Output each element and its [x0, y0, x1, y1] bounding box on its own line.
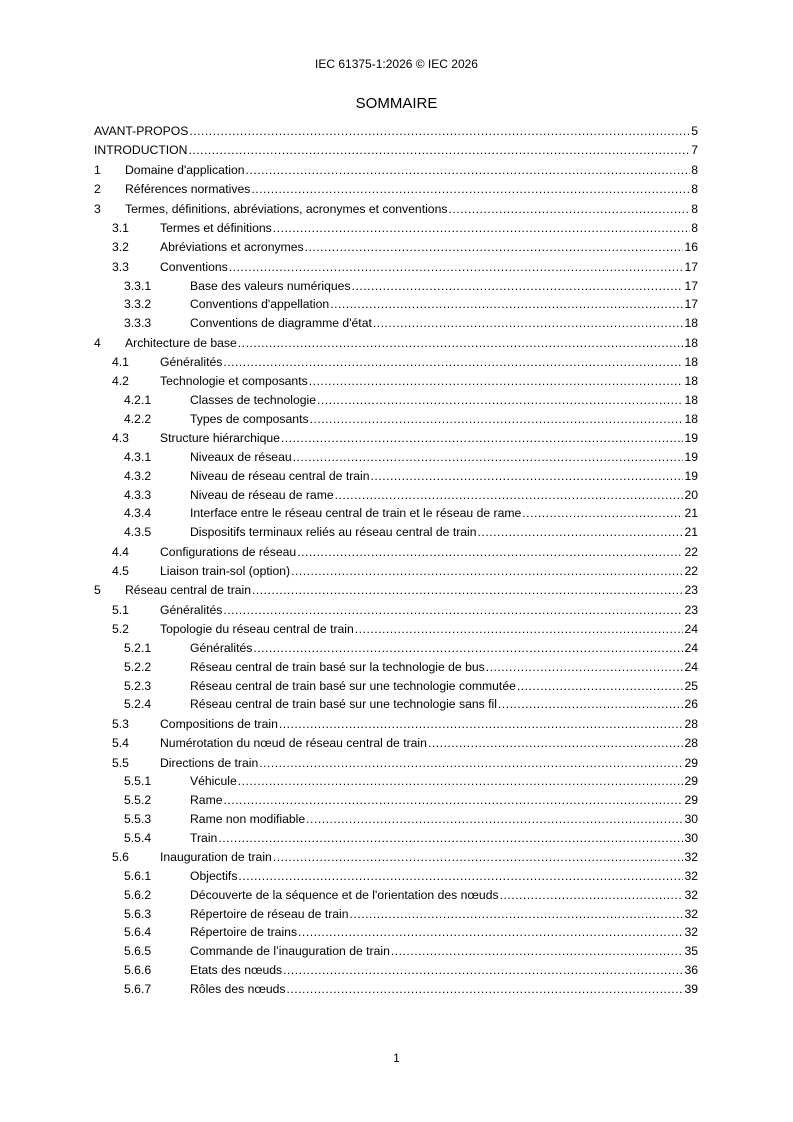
toc-entry-number: 5.1: [112, 602, 129, 617]
toc-entry[interactable]: [94, 412, 698, 426]
toc-entry-page: 30: [684, 830, 698, 845]
toc-leader-dots: [310, 412, 684, 426]
toc-entry[interactable]: [94, 506, 698, 520]
toc-entry[interactable]: [94, 944, 698, 958]
toc-entry[interactable]: [94, 869, 698, 883]
toc-leader-dots: [273, 850, 684, 864]
toc-entry-title: Configurations de réseau: [160, 544, 297, 559]
toc-leader-dots: [246, 163, 691, 177]
toc-entry-title: Numérotation du nœud de réseau central de train: [160, 736, 427, 751]
toc-entry-title: Domaine d'application: [125, 162, 245, 177]
toc-entry-title: Conventions: [160, 259, 228, 274]
toc-entry-title: Etats des nœuds: [190, 962, 283, 977]
toc-leader-dots: [448, 202, 690, 216]
toc-entry-page: 24: [684, 622, 698, 637]
toc-entry-page: 18: [684, 335, 698, 350]
toc-entry[interactable]: [94, 736, 698, 750]
toc-entry-page: 21: [684, 525, 698, 540]
toc-entry-page: 24: [684, 659, 698, 674]
toc-entry[interactable]: [94, 850, 698, 864]
toc-entry-title: Répertoire de réseau de train: [190, 906, 349, 921]
toc-entry-number: 4.2.2: [124, 411, 152, 426]
toc-leader-dots: [498, 697, 684, 711]
toc-leader-dots: [330, 297, 683, 311]
toc-entry-number: 5.6.4: [124, 925, 152, 940]
toc-entry[interactable]: [94, 431, 698, 445]
toc-leader-dots: [500, 888, 684, 902]
toc-entry[interactable]: [94, 336, 698, 350]
toc-entry-title: Généralités: [160, 354, 223, 369]
toc-entry-number: 3.3.1: [124, 278, 152, 293]
toc-leader-dots: [218, 831, 683, 845]
toc-leader-dots: [335, 488, 684, 502]
toc-entry[interactable]: [94, 564, 698, 578]
toc-entry[interactable]: [94, 774, 698, 788]
toc-leader-dots: [259, 756, 683, 770]
toc-entry-title: INTRODUCTION: [94, 143, 188, 158]
toc-entry-page: 22: [684, 544, 698, 559]
toc-leader-dots: [391, 944, 684, 958]
toc-entry-title: Rame non modifiable: [190, 811, 306, 826]
toc-leader-dots: [298, 925, 683, 939]
page-number: 1: [393, 1051, 400, 1065]
toc-leader-dots: [371, 469, 684, 483]
toc-entry-page: 29: [684, 755, 698, 770]
toc-entry-number: 5: [94, 583, 101, 598]
toc-leader-dots: [517, 679, 684, 693]
toc-leader-dots: [287, 982, 684, 996]
toc-leader-dots: [297, 545, 683, 559]
toc-entry[interactable]: [94, 925, 698, 939]
toc-entry-title: Commande de l’inauguration de train: [190, 944, 390, 959]
toc-entry[interactable]: [94, 907, 698, 921]
toc-entry-page: 17: [684, 278, 698, 293]
toc-leader-dots: [238, 336, 684, 350]
toc-entry[interactable]: [94, 393, 698, 407]
toc-entry[interactable]: [94, 963, 698, 977]
toc-leader-dots: [293, 450, 684, 464]
toc-entry-page: 7: [691, 143, 698, 158]
toc-entry[interactable]: [94, 355, 698, 369]
toc-entry-title: Véhicule: [190, 774, 237, 789]
toc-leader-dots: [283, 963, 683, 977]
toc-entry-title: Conventions d'appellation: [190, 297, 330, 312]
toc-entry-number: 4.4: [112, 544, 129, 559]
toc-leader-dots: [238, 869, 683, 883]
toc-entry-number: 3.2: [112, 240, 129, 255]
toc-entry-page: 18: [684, 316, 698, 331]
toc-entry-number: 2: [94, 182, 101, 197]
toc-leader-dots: [291, 564, 683, 578]
toc-entry-number: 3.3: [112, 259, 129, 274]
toc-entry-page: 25: [684, 678, 698, 693]
toc-entry-page: 32: [684, 887, 698, 902]
toc-leader-dots: [279, 717, 684, 731]
toc-entry[interactable]: [94, 143, 698, 157]
toc-entry[interactable]: [94, 279, 698, 293]
toc-leader-dots: [223, 603, 683, 617]
toc-entry-page: 18: [684, 354, 698, 369]
toc-entry-number: 5.6.1: [124, 868, 152, 883]
toc-leader-dots: [252, 583, 683, 597]
toc-entry-title: Inauguration de train: [160, 850, 272, 865]
toc-entry-number: 4.5: [112, 564, 129, 579]
toc-entry-page: 39: [684, 981, 698, 996]
toc-entry[interactable]: [94, 316, 698, 330]
toc-entry-title: Termes et définitions: [160, 220, 272, 235]
toc-entry-page: 17: [684, 297, 698, 312]
toc-entry-title: Classes de technologie: [190, 393, 317, 408]
toc-entry-page: 8: [691, 220, 698, 235]
toc-leader-dots: [350, 907, 684, 921]
toc-entry-number: 3.3.2: [124, 297, 152, 312]
toc-entry-number: 5.2.3: [124, 678, 152, 693]
toc-entry[interactable]: [94, 831, 698, 845]
table-of-contents: [94, 124, 698, 996]
toc-entry-page: 35: [684, 944, 698, 959]
toc-leader-dots: [189, 124, 690, 138]
toc-entry-page: 28: [684, 736, 698, 751]
toc-leader-dots: [428, 736, 684, 750]
toc-entry-number: 4.2.1: [124, 393, 152, 408]
toc-entry-number: 4.3.5: [124, 525, 152, 540]
toc-entry-title: Objectifs: [190, 868, 238, 883]
toc-entry-page: 19: [684, 468, 698, 483]
toc-entry-number: 4.2: [112, 374, 129, 389]
toc-entry-page: 29: [684, 774, 698, 789]
toc-entry-number: 5.6.6: [124, 962, 152, 977]
toc-entry[interactable]: [94, 793, 698, 807]
toc-leader-dots: [238, 774, 684, 788]
toc-leader-dots: [229, 260, 684, 274]
toc-entry-page: 24: [684, 641, 698, 656]
toc-entry-page: 21: [684, 506, 698, 521]
toc-entry-number: 5.4: [112, 736, 129, 751]
toc-entry-page: 8: [691, 162, 698, 177]
toc-entry-number: 4.1: [112, 354, 129, 369]
toc-leader-dots: [305, 240, 684, 254]
toc-entry-page: 18: [684, 393, 698, 408]
toc-entry-number: 5.6.5: [124, 944, 152, 959]
toc-entry-page: 32: [684, 868, 698, 883]
toc-entry[interactable]: [94, 603, 698, 617]
toc-entry[interactable]: [94, 545, 698, 559]
toc-entry-number: 3.3.3: [124, 316, 152, 331]
toc-entry-number: 5.6.2: [124, 887, 152, 902]
toc-entry-number: 5.5.2: [124, 793, 152, 808]
toc-entry-number: 5.2.4: [124, 697, 152, 712]
toc-entry-title: Généralités: [160, 602, 223, 617]
toc-entry-title: Interface entre le réseau central de train et le réseau de rame: [190, 506, 522, 521]
toc-entry-title: Types de composants: [190, 411, 309, 426]
toc-entry-page: 22: [684, 564, 698, 579]
toc-entry[interactable]: [94, 260, 698, 274]
toc-entry-number: 5.3: [112, 716, 129, 731]
toc-entry-title: Base des valeurs numériques: [190, 278, 351, 293]
toc-leader-dots: [355, 622, 684, 636]
toc-entry-number: 4: [94, 335, 101, 350]
toc-entry-number: 4.3: [112, 431, 129, 446]
toc-entry[interactable]: [94, 583, 698, 597]
toc-leader-dots: [273, 221, 690, 235]
toc-entry[interactable]: [94, 240, 698, 254]
toc-entry-title: Références normatives: [125, 182, 251, 197]
toc-entry-page: 36: [684, 962, 698, 977]
toc-entry[interactable]: [94, 660, 698, 674]
toc-entry-title: Structure hiérarchique: [160, 431, 280, 446]
toc-entry-number: 4.3.3: [124, 487, 152, 502]
toc-entry-page: 19: [684, 450, 698, 465]
toc-entry[interactable]: [94, 450, 698, 464]
toc-entry[interactable]: [94, 888, 698, 902]
toc-entry-title: Niveaux de réseau: [190, 450, 292, 465]
toc-leader-dots: [251, 182, 690, 196]
toc-entry-number: 5.6.3: [124, 906, 152, 921]
toc-entry-number: 4.3.4: [124, 506, 152, 521]
toc-entry-number: 5.6.7: [124, 981, 152, 996]
toc-entry-page: 30: [684, 811, 698, 826]
toc-entry-page: 26: [684, 697, 698, 712]
toc-entry[interactable]: [94, 202, 698, 216]
toc-entry-page: 32: [684, 850, 698, 865]
toc-entry-title: Réseau central de train basé sur la technologie de bus: [190, 659, 485, 674]
toc-entry[interactable]: [94, 982, 698, 996]
toc-leader-dots: [224, 793, 684, 807]
toc-entry-title: Liaison train-sol (option): [160, 564, 291, 579]
toc-leader-dots: [317, 393, 683, 407]
toc-entry-title: Topologie du réseau central de train: [160, 622, 354, 637]
toc-leader-dots: [281, 431, 684, 445]
toc-entry-title: Technologie et composants: [160, 374, 308, 389]
toc-entry[interactable]: [94, 812, 698, 826]
toc-entry-page: 8: [691, 201, 698, 216]
toc-entry-page: 23: [684, 583, 698, 598]
toc-leader-dots: [486, 660, 684, 674]
toc-entry-page: 19: [684, 431, 698, 446]
toc-entry[interactable]: [94, 622, 698, 636]
toc-entry-number: 5.2.1: [124, 641, 152, 656]
toc-entry-number: 3.1: [112, 220, 129, 235]
toc-entry-page: 18: [684, 374, 698, 389]
toc-entry-title: Train: [190, 830, 218, 845]
toc-entry-number: 5.5: [112, 755, 129, 770]
toc-entry-number: 5.2: [112, 622, 129, 637]
toc-entry-title: Directions de train: [160, 755, 259, 770]
toc-entry[interactable]: [94, 488, 698, 502]
page-title: SOMMAIRE: [355, 95, 438, 112]
toc-entry-title: Abréviations et acronymes: [160, 240, 304, 255]
toc-entry-page: 23: [684, 602, 698, 617]
toc-entry-page: 28: [684, 716, 698, 731]
toc-entry-page: 16: [684, 240, 698, 255]
toc-entry[interactable]: [94, 297, 698, 311]
toc-leader-dots: [478, 525, 684, 539]
toc-entry-title: Architecture de base: [125, 335, 237, 350]
toc-entry-page: 20: [684, 487, 698, 502]
toc-entry-number: 5.5.3: [124, 811, 152, 826]
toc-leader-dots: [188, 143, 690, 157]
toc-entry-title: Niveau de réseau central de train: [190, 468, 370, 483]
page-header: IEC 61375-1:2026 © IEC 2026: [315, 57, 478, 71]
toc-entry-title: Réseau central de train basé sur une technologie sans fil: [190, 697, 497, 712]
toc-entry[interactable]: [94, 679, 698, 693]
toc-entry[interactable]: [94, 756, 698, 770]
toc-leader-dots: [253, 641, 683, 655]
toc-entry[interactable]: [94, 697, 698, 711]
toc-entry-page: 8: [691, 182, 698, 197]
toc-entry[interactable]: [94, 182, 698, 196]
toc-entry-page: 17: [684, 259, 698, 274]
toc-entry-title: Généralités: [190, 641, 253, 656]
toc-entry-number: 5.5.4: [124, 830, 152, 845]
toc-entry-title: Compositions de train: [160, 716, 278, 731]
toc-entry-page: 29: [684, 793, 698, 808]
toc-entry-number: 4.3.2: [124, 468, 152, 483]
toc-entry[interactable]: [94, 717, 698, 731]
toc-leader-dots: [223, 355, 683, 369]
toc-entry-number: 3: [94, 201, 101, 216]
toc-entry-title: Rôles des nœuds: [190, 981, 286, 996]
toc-leader-dots: [309, 374, 684, 388]
toc-entry-page: 18: [684, 411, 698, 426]
toc-entry[interactable]: [94, 221, 698, 235]
toc-leader-dots: [306, 812, 683, 826]
toc-entry-title: Conventions de diagramme d'état: [190, 316, 372, 331]
toc-entry-page: 5: [691, 124, 698, 138]
toc-entry-page: 32: [684, 906, 698, 921]
toc-entry-number: 4.3.1: [124, 450, 152, 465]
toc-entry-title: Termes, définitions, abréviations, acronymes et conventions: [125, 201, 448, 216]
toc-entry-number: 5.6: [112, 850, 129, 865]
toc-entry[interactable]: [94, 641, 698, 655]
toc-leader-dots: [373, 316, 684, 330]
toc-entry[interactable]: [94, 525, 698, 539]
toc-entry-title: Réseau central de train: [125, 583, 252, 598]
toc-entry-title: Découverte de la séquence et de l'orientation des nœuds: [190, 887, 499, 902]
toc-entry[interactable]: [94, 469, 698, 483]
toc-entry-number: 5.2.2: [124, 659, 152, 674]
toc-entry-title: Niveau de réseau de rame: [190, 487, 334, 502]
toc-entry-title: Réseau central de train basé sur une technologie commutée: [190, 678, 516, 693]
toc-leader-dots: [522, 506, 683, 520]
toc-entry-number: 5.5.1: [124, 774, 152, 789]
toc-entry[interactable]: [94, 374, 698, 388]
toc-entry-title: Rame: [190, 793, 223, 808]
toc-entry-title: Dispositifs terminaux reliés au réseau central de train: [190, 525, 477, 540]
toc-entry-title: AVANT-PROPOS: [94, 124, 189, 138]
toc-entry-number: 1: [94, 162, 101, 177]
toc-leader-dots: [352, 279, 684, 293]
toc-entry[interactable]: [94, 124, 698, 138]
toc-entry-page: 32: [684, 925, 698, 940]
toc-entry[interactable]: [94, 163, 698, 177]
toc-entry-title: Répertoire de trains: [190, 925, 298, 940]
